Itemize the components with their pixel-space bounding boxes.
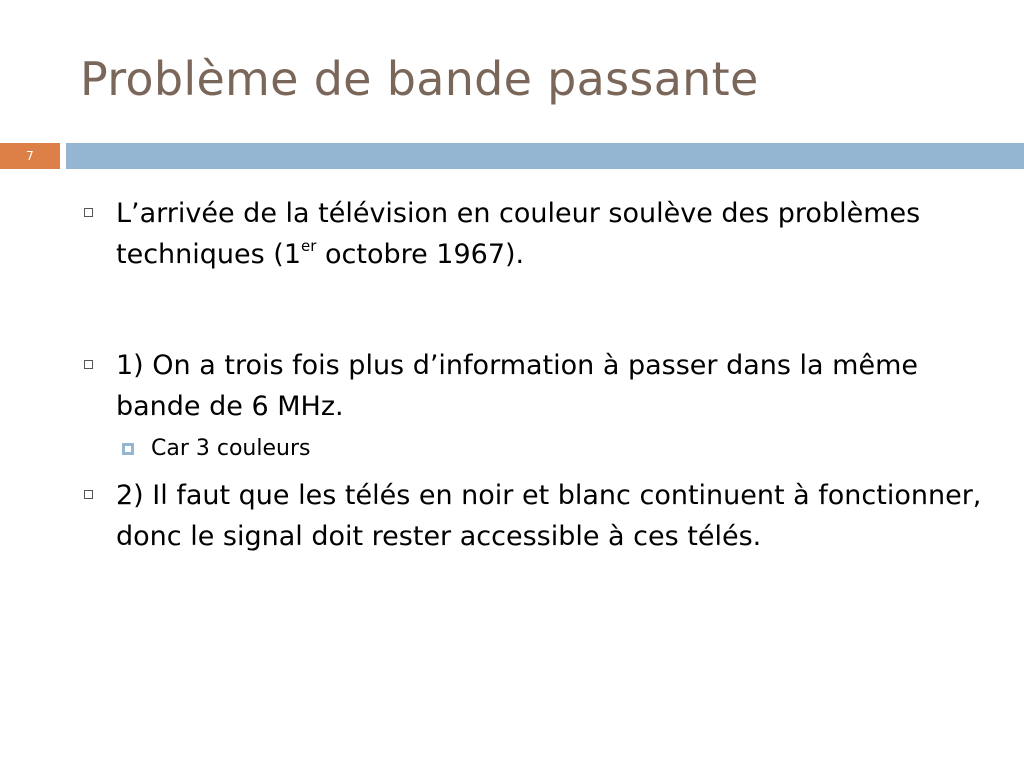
slide-content: [82, 193, 982, 557]
bullet-text: 2) Il faut que les télés en noir et blanc continuent à fonctionner, donc le signal doit rester accessible à ces télés.: [116, 480, 982, 552]
sub-bullet-text: Car 3 couleurs: [151, 436, 311, 461]
filled-square-bullet-icon: [122, 443, 134, 455]
superscript: er: [301, 237, 317, 255]
bullet-text: 1) On a trois fois plus d’information à passer dans la même bande de 6 MHz.: [116, 350, 918, 422]
bullet-item: [82, 193, 982, 275]
hollow-square-bullet-icon: [84, 208, 93, 217]
bullet-item: [82, 475, 982, 557]
sub-bullet-item: [116, 433, 982, 465]
hollow-square-bullet-icon: [84, 490, 93, 499]
title-divider-bar: [66, 143, 1024, 169]
slide-number-badge: [0, 143, 60, 169]
slide-title: Problème de bande passante: [80, 52, 759, 106]
hollow-square-bullet-icon: [84, 360, 93, 369]
slide-number: 7: [26, 149, 34, 163]
bullet-item: [82, 345, 982, 427]
bullet-text: L’arrivée de la télévision en couleur soulève des problèmes techniques (1: [116, 198, 921, 270]
bullet-text-cont: octobre 1967).: [316, 239, 525, 270]
